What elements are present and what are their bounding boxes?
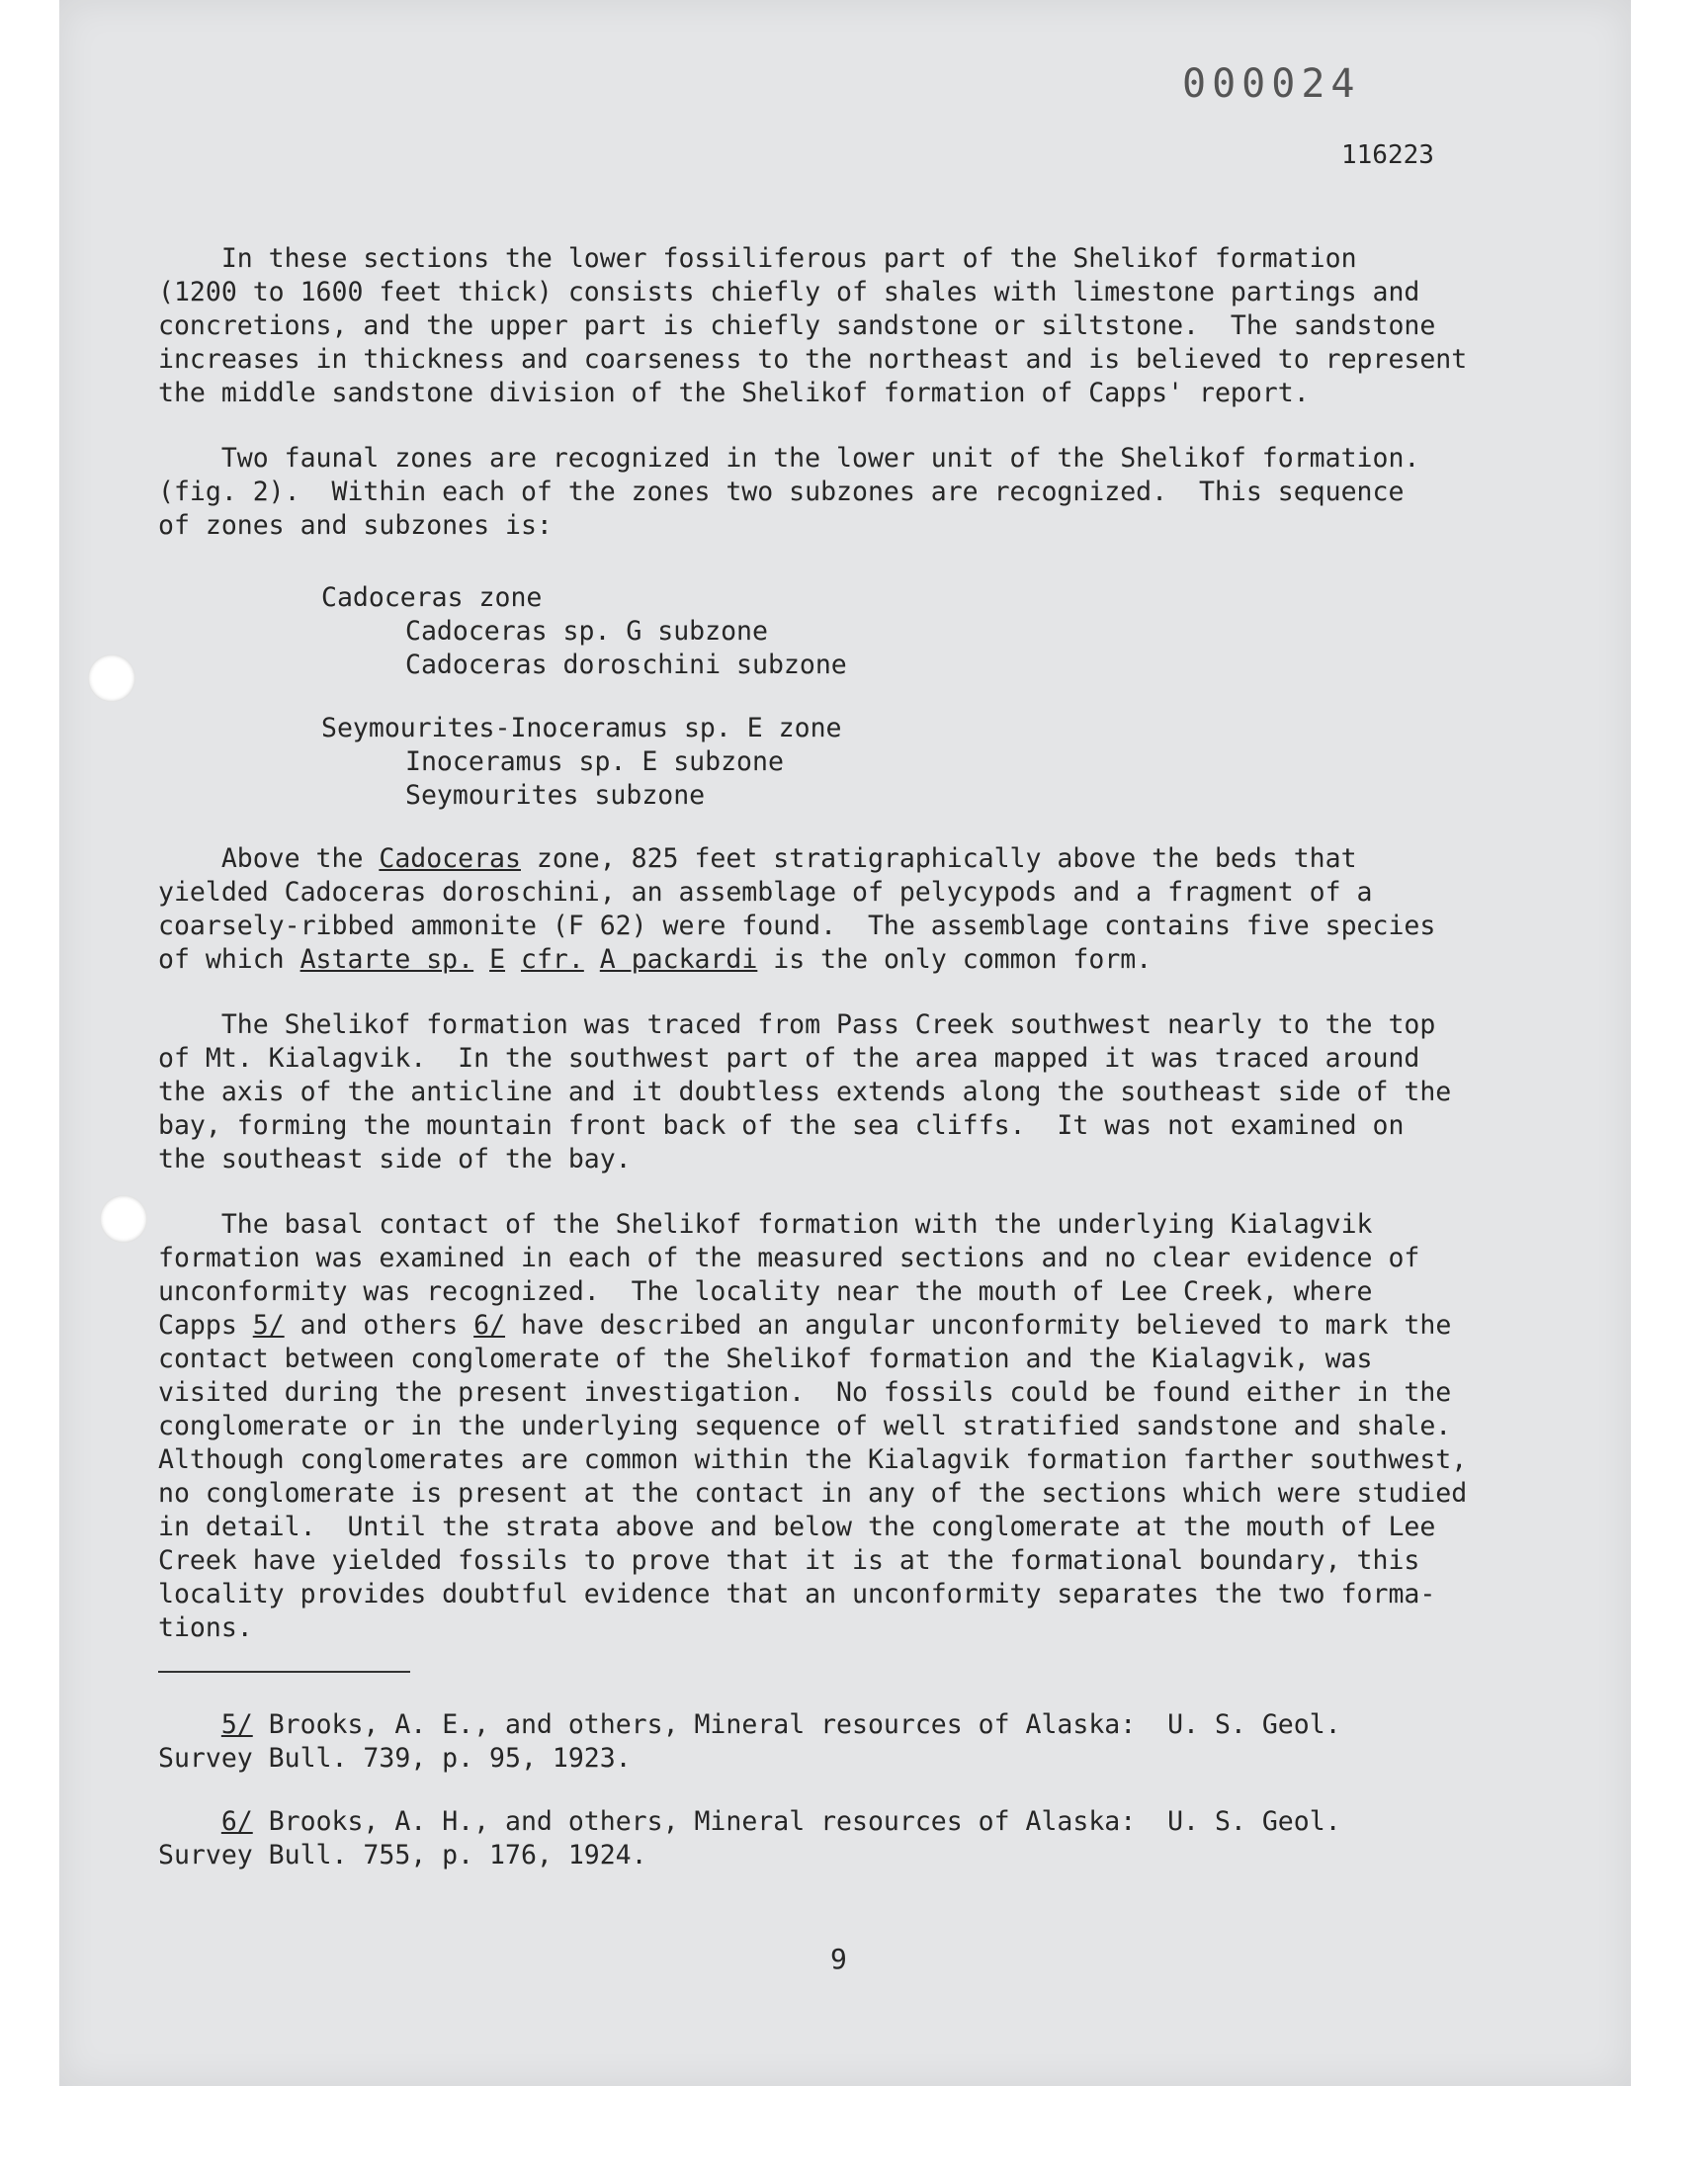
- paragraph-5: The basal contact of the Shelikof formation with the underlying Kialagvik formation was examined in each of the measured sections and no clear evidence of unconformity was recognized. The locality near the mouth of Lee Creek, where Capps 5/ and others 6/ have described an angular unconformity believed to mark the contact between conglomerate of the Shelikof formation and the Kialagvik, was visited during the present investigation. No fossils could be found either in the conglomerate or in the underlying sequence of well stratified sandstone and shale. Although conglomerates are common within the Kialagvik formation farther southwest, no conglomerate is present at the contact in any of the sections which were studied in detail. Until the strata above and below the conglomerate at the mouth of Lee Creek have yielded fossils to prove that it is at the formational boundary, this locality provides doubtful evidence that an unconformity separates the two forma- tions.: [158, 1209, 1468, 1643]
- page-number: 9: [830, 1943, 847, 1975]
- zone-cadoceras: Cadoceras zone: [321, 582, 543, 613]
- paragraph-3: Above the Cadoceras zone, 825 feet stratigraphically above the beds that yielded Cadoceras doroschini, an assemblage of pelycypods and a fragment of a coarsely-ribbed ammonite (F 62) were found. The assemblage contains five species of which Astarte sp. E cfr. A packardi is the only common form.: [158, 843, 1436, 975]
- zone-list-2: [158, 712, 1542, 813]
- paragraph-4: The Shelikof formation was traced from Pass Creek southwest nearly to the top of Mt. Kialagvik. In the southwest part of the area mapped it was traced around the axis of the anticline and it doubtless extends along the southeast side of the bay, forming the mountain front back of the sea cliffs. It was not examined on the southeast side of the bay.: [158, 1009, 1452, 1174]
- paragraph-2: Two faunal zones are recognized in the lower unit of the Shelikof formation. (fig. 2). Within each of the zones two subzones are recognized. This sequence of zones and subzones is:: [158, 443, 1420, 541]
- paragraph-1: In these sections the lower fossiliferous part of the Shelikof formation (1200 to 1600 feet thick) consists chiefly of shales with limestone partings and concretions, and the upper part is chiefly sandstone or siltstone. The sandstone increases in thickness and coarseness to the northeast and is believed to represent the middle sandstone division of the Shelikof formation of Capps' report.: [158, 243, 1468, 408]
- punch-hole-bottom: [100, 1195, 147, 1243]
- footnote-ref-5: 5/: [252, 1310, 285, 1341]
- footnote-ref-6: 6/: [473, 1310, 506, 1341]
- subzone-inoceramus-sp-e: Inoceramus sp. E subzone: [405, 746, 784, 777]
- zone-seymourites-inoceramus: Seymourites-Inoceramus sp. E zone: [321, 713, 842, 743]
- subzone-cadoceras-doroschini: Cadoceras doroschini subzone: [405, 650, 847, 680]
- footnote-6: 6/ Brooks, A. H., and others, Mineral resources of Alaska: U. S. Geol. Survey Bull. 755, p. 176, 1924.: [158, 1806, 1341, 1870]
- footnote-5: 5/ Brooks, A. E., and others, Mineral resources of Alaska: U. S. Geol. Survey Bull. 739, p. 95, 1923.: [158, 1709, 1341, 1774]
- footnote-divider: [158, 1671, 410, 1673]
- page-stamp: 000024: [1182, 61, 1361, 107]
- document-number: 116223: [1341, 140, 1434, 170]
- zone-list: [158, 581, 1542, 682]
- subzone-cadoceras-sp-g: Cadoceras sp. G subzone: [405, 616, 768, 647]
- subzone-seymourites: Seymourites subzone: [405, 780, 706, 811]
- punch-hole-top: [88, 654, 135, 702]
